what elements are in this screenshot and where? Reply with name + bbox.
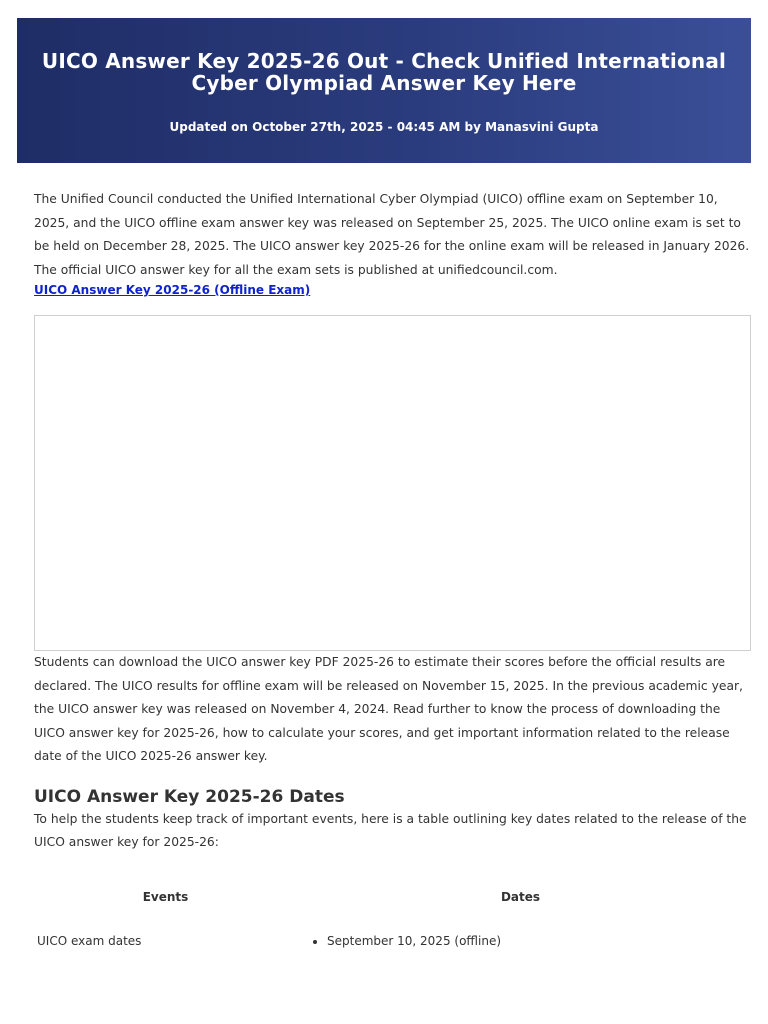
table-header-row <box>34 879 744 922</box>
column-header-events: Events <box>142 889 189 904</box>
event-cell: UICO exam dates <box>37 933 142 948</box>
dates-heading: UICO Answer Key 2025-26 Dates <box>34 786 345 807</box>
intro-paragraph: The Unified Council conducted the Unified International Cyber Olympiad (UICO) offline exam on September 10, 2025, and the UICO offline exam answer key was released on September 25, 2025. The UICO online exam is set to be held on December 28, 2025. The UICO answer key 2025-26 for the online exam will be released in January 2026. The official UICO answer key for all the exam sets is published at unifiedcouncil.com. <box>34 192 750 277</box>
updated-byline: Updated on October 27th, 2025 - 04:45 AM by Manasvini Gupta <box>169 120 599 134</box>
download-paragraph: Students can download the UICO answer key PDF 2025-26 to estimate their scores before the official results are declared. The UICO results for offline exam will be released on November 15, 2025. In the previous academic year, the UICO answer key was released on November 4, 2024. Read further to know the process of downloading the UICO answer key for 2025-26, how to calculate your scores, and get important information related to the release date of the UICO 2025-26 answer key. <box>34 655 743 763</box>
list-item: • September 10, 2025 (offline) <box>327 934 744 948</box>
pdf-embed-frame[interactable] <box>34 315 751 651</box>
table-row <box>34 922 744 960</box>
dates-cell <box>297 922 744 960</box>
article-body <box>34 188 751 960</box>
column-header-dates: Dates <box>500 889 541 904</box>
dates-table <box>34 879 744 960</box>
dates-intro-paragraph: To help the students keep track of important events, here is a table outlining key dates related to the release of the UICO answer key for 2025-26: <box>34 811 747 849</box>
dates-list <box>297 934 744 948</box>
answer-key-link[interactable]: UICO Answer Key 2025-26 (Offline Exam) <box>34 283 311 297</box>
article-header <box>17 18 751 163</box>
page-title: UICO Answer Key 2025-26 Out - Check Unified International Cyber Olympiad Answer Key Here <box>41 49 727 95</box>
